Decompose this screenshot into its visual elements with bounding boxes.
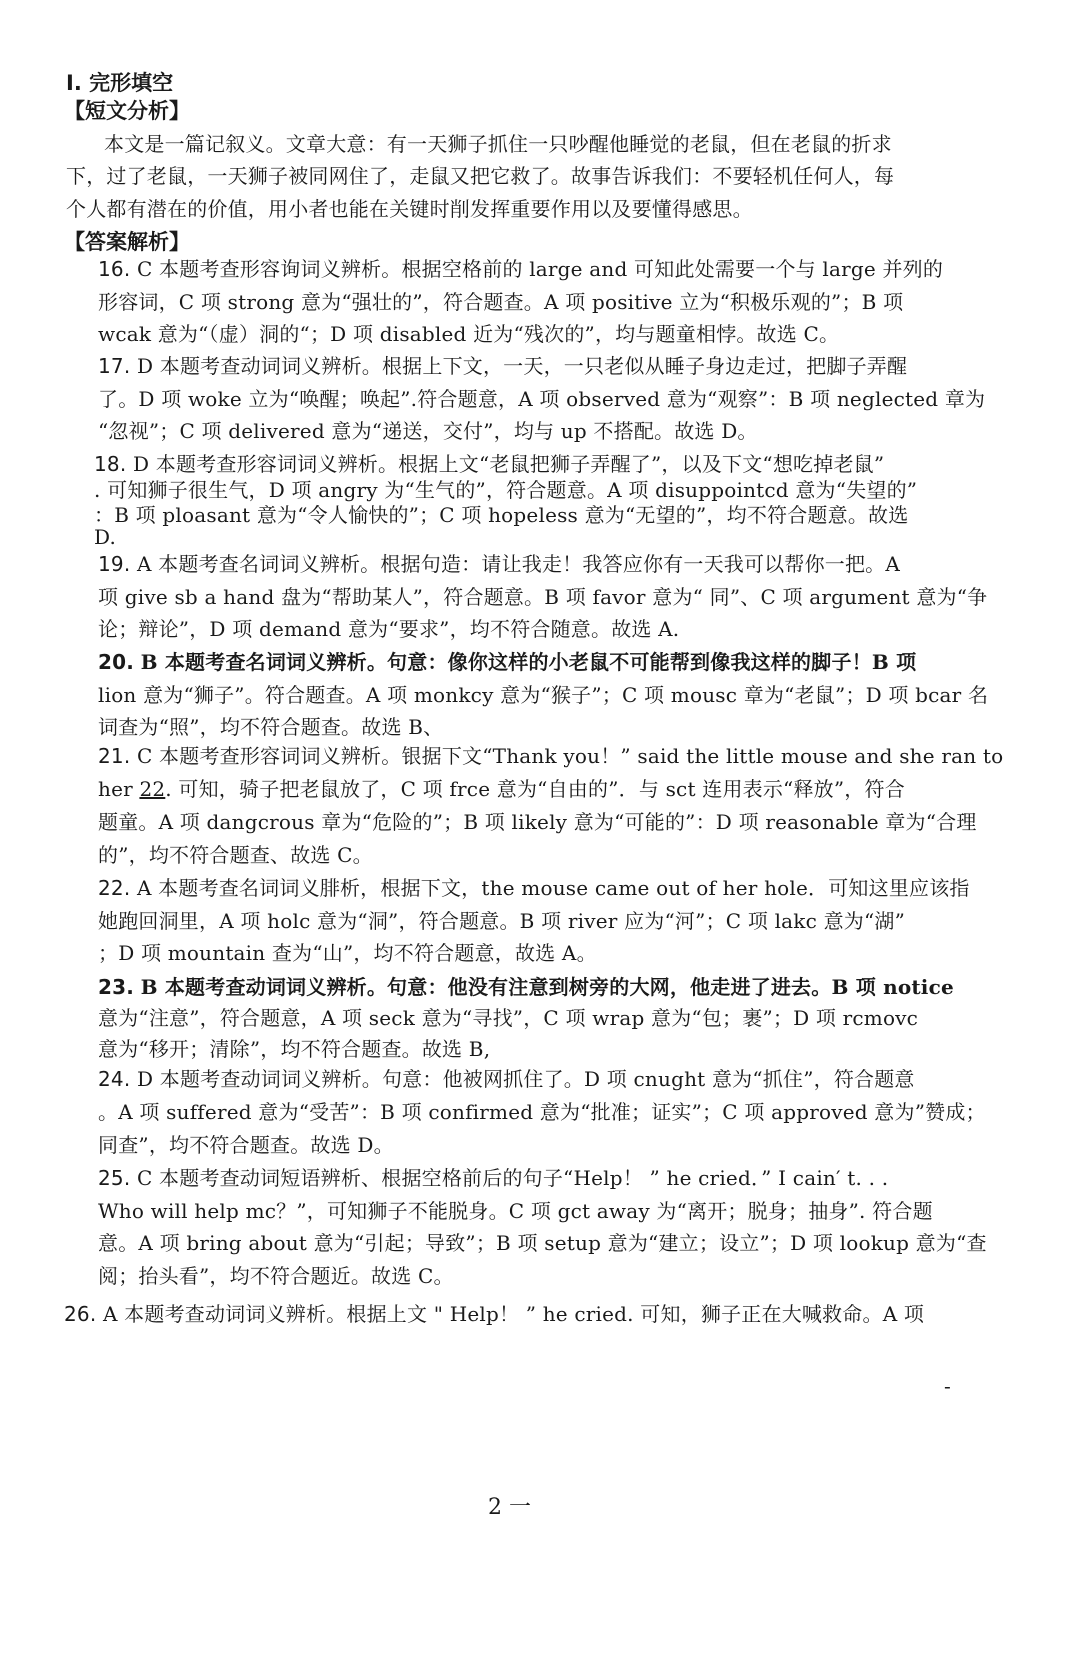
answer-line	[98, 1002, 918, 1031]
answer-line	[98, 1033, 490, 1062]
blank-number: 22	[139, 777, 166, 801]
answer-line	[98, 646, 916, 675]
answer-text: A 本题考查名词词义辨析。根据句造：请让我走！我答应你有一天我可以帮你一把。A	[136, 552, 901, 576]
answer-line	[98, 581, 987, 610]
answer-text: 意。A 项 bring about 意为“引起；导致”；B 项 setup 意为“建立；设立”；D 项 lookup 意为“查	[98, 1231, 987, 1255]
answer-line	[98, 1096, 986, 1125]
answer-line	[98, 415, 758, 444]
answer-line	[98, 548, 900, 577]
answer-text: 题童。A 项 dangcrous 章为“危险的”；B 项 likely 意为“可能的”：D 项 reasonable 章为“合理	[98, 810, 977, 834]
answer-line	[98, 679, 988, 708]
question-number: 17.	[98, 354, 131, 378]
answer-line	[98, 350, 907, 379]
answer-line	[94, 499, 908, 528]
answer-line	[98, 253, 943, 282]
answer-text: wcak 意为“（虚）洞的“；D 项 disabled 近为“残次的”，均与题童相悖。故选 C。	[98, 322, 840, 346]
question-number: 16.	[98, 257, 131, 281]
answer-heading: 【答案解析】	[64, 230, 190, 254]
answer-line	[94, 525, 116, 549]
analysis-line: 个人都有潜在的价值，用小者也能在关键时削发挥重要作用以及要懂得感思。	[66, 197, 753, 221]
answer-text: C 本题考查形容词词义辨析。银据下文“Thank you！” said the little mouse and she ran to	[136, 744, 1004, 768]
answer-text: C 本题考查形容询词义辨析。根据空格前的 large and 可知此处需要一个与 large 并列的	[136, 257, 944, 281]
section-title: I. 完形填空	[66, 71, 174, 95]
analysis-line: 下，过了老鼠，一天狮子被同网住了，走鼠又把它救了。故事告诉我们：不要轻机任何人，每	[66, 164, 895, 188]
answer-line	[98, 806, 977, 835]
answer-text: B 本题考查名词词义辨析。句意：像你这样的小老鼠不可能帮到像我这样的脚子！B 项	[140, 650, 917, 674]
analysis-line: 本文是一篇记叙义。文章大意：有一天狮子抓住一只吵醒他睡觉的老鼠，但在老鼠的折求	[104, 132, 892, 156]
answer-text: her 22. 可知，骑子把老鼠放了，C 项 frce 意为“自由的”．与 sct 连用表示“释放”，符合	[98, 777, 905, 801]
question-number: 19.	[98, 552, 131, 576]
answer-text: C 本题考查动词短语辨析、根据空格前后的句子“Help！ ” he cried．” I cain′ t. . .	[136, 1166, 889, 1190]
answer-text: “忽视”；C 项 delivered 意为“递送，交付”，均与 up 不搭配。故选 D。	[98, 419, 758, 443]
answer-line	[98, 1063, 915, 1092]
question-number: 26.	[64, 1302, 97, 1326]
question-number: 21.	[98, 744, 131, 768]
answer-line	[98, 318, 839, 347]
page-number: 2 一	[488, 1495, 531, 1520]
answer-line	[98, 711, 443, 740]
answer-text: 她跑回洞里，A 项 holc 意为“洞”，符合题意。B 项 river 应为“河”；C 项 lakc 意为“湖”	[98, 909, 906, 933]
answer-line	[98, 1260, 454, 1289]
question-number: 20.	[98, 650, 135, 674]
answer-line	[98, 971, 954, 1000]
answer-line	[98, 839, 373, 868]
question-number: 18.	[94, 452, 127, 476]
question-number: 22.	[98, 876, 131, 900]
answer-line	[98, 937, 597, 966]
answer-text: D 本题考查形容词词义辨析。根据上文“老鼠把狮子弄醒了”，以及下文“想吃掉老鼠”	[132, 452, 885, 476]
answer-text: A 本题考查名词词义腓析，根据下文，the mouse came out of her hole．可知这里应该指	[136, 876, 970, 900]
answer-text: lion 意为“狮子”。符合题查。A 项 monkcy 意为“猴子”；C 项 mousc 章为“老鼠”；D 项 bcar 名	[98, 683, 989, 707]
answer-text: 项 give sb a hand 盘为“帮助某人”，符合题意。B 项 favor 意为“ 同”、C 项 argument 意为“争	[98, 585, 988, 609]
answer-line	[98, 383, 985, 412]
answer-text: B 本题考查动词词义辨析。句意：他没有注意到树旁的大网，他走进了进去。B 项 notice	[140, 975, 954, 999]
answer-line	[98, 1195, 933, 1224]
question-number: 25.	[98, 1166, 131, 1190]
corner-mark: -	[944, 1374, 951, 1398]
answer-line	[94, 448, 884, 477]
answer-text: Who will help mc？”，可知狮子不能脱身。C 项 gct away 为“离开；脱身；抽身”. 符合题	[98, 1199, 933, 1223]
answer-line	[98, 740, 1003, 769]
answer-text: 形容词，C 项 strong 意为“强壮的”，符合题查。A 项 positive 立为“积极乐观的”；B 项	[98, 290, 904, 314]
answer-text: 词查为“照”，均不符合题查。故选 B、	[98, 715, 444, 739]
question-number: 23.	[98, 975, 135, 999]
answer-line	[98, 872, 970, 901]
answer-text: ；D 项 mountain 查为“山”，均不符合题意，故选 A。	[98, 941, 597, 965]
answer-text: D 本题考查动词词义辨析。句意：他被网抓住了。D 项 cnught 意为“抓住”，符合题意	[136, 1067, 915, 1091]
answer-text: 意为“移开；清除”，均不符合题查。故选 B,	[98, 1037, 491, 1061]
answer-text: 阅；抬头看”，均不符合题近。故选 C。	[98, 1264, 454, 1288]
answer-line	[98, 905, 905, 934]
answer-text: 意为“注意”，符合题意，A 项 seck 意为“寻找”，C 项 wrap 意为“包；裹”；D 项 rcmovc	[98, 1006, 919, 1030]
answer-text: ：B 项 ploasant 意为“令人愉快的”；C 项 hopeless 意为“无望的”，均不符合题意。故选	[94, 503, 909, 527]
answer-text: 同查”，均不符合题查。故选 D。	[98, 1133, 394, 1157]
answer-line	[64, 1298, 924, 1327]
answer-line	[98, 1129, 394, 1158]
answer-text: 了。D 项 woke 立为“唤醒；唤起”.符合题意，A 项 observed 意为“观察”：B 项 neglected 章为	[98, 387, 986, 411]
answer-text: . 可知狮子很生气，D 项 angry 为“生气的”，符合题意。A 项 disuppointcd 意为“失望的”	[94, 478, 918, 502]
answer-text: 的”，均不符合题查、故选 C。	[98, 843, 373, 867]
answer-text: D.	[94, 525, 117, 549]
answer-text: D 本题考查动词词义辨析。根据上下文，一天，一只老似从睡子身边走过，把脚子弄醒	[136, 354, 908, 378]
answer-text: 。A 项 suffered 意为“受苦”：B 项 confirmed 意为“批准；证实”；C 项 approved 意为”赞成；	[98, 1100, 986, 1124]
answer-text: 论；辩论”，D 项 demand 意为“要求”，均不符合随意。故选 A.	[98, 617, 680, 641]
answer-line	[98, 1162, 888, 1191]
answer-line	[98, 773, 905, 802]
answer-line	[98, 613, 679, 642]
answer-line	[98, 1227, 987, 1256]
answer-line	[98, 286, 903, 315]
answer-text: A 本题考查动词词义辨析。根据上文 " Help！ ” he cried. 可知，狮子正在大喊救命。A 项	[102, 1302, 925, 1326]
question-number: 24.	[98, 1067, 131, 1091]
analysis-heading: 【短文分析】	[64, 99, 190, 123]
